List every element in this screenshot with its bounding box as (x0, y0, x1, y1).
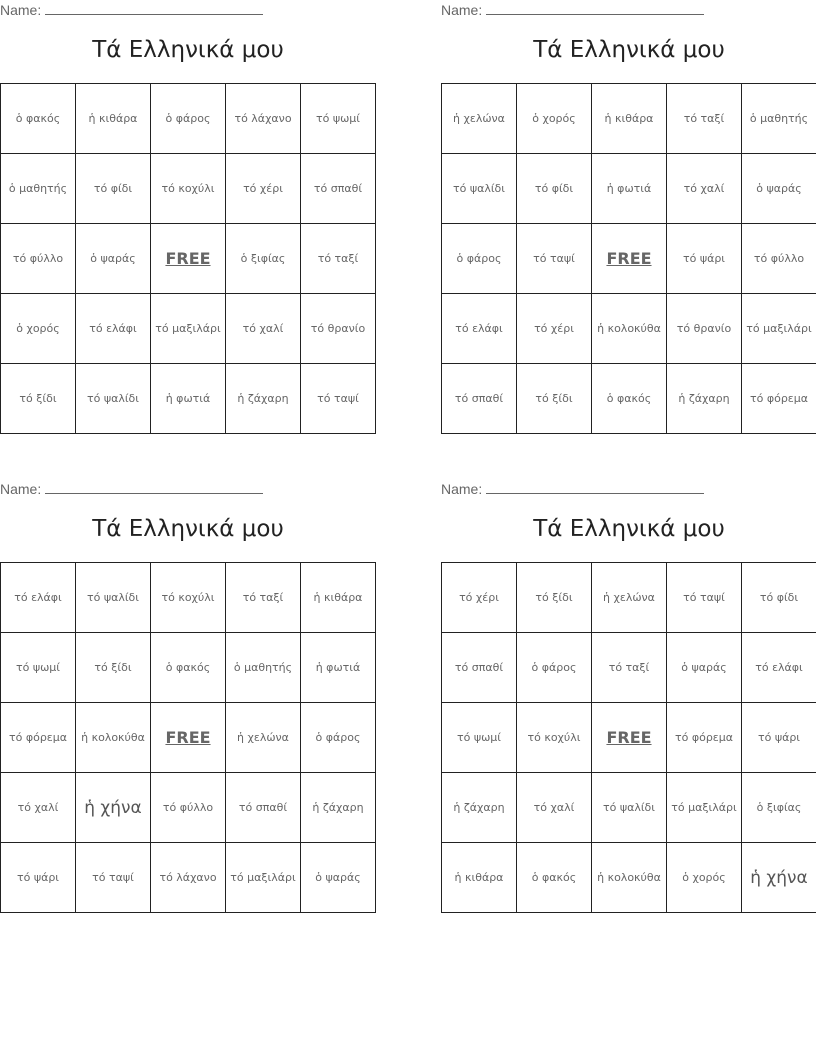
grid-cell: τό θρανίο (667, 294, 742, 364)
grid-cell: ἡ ζάχαρη (301, 773, 376, 843)
grid-cell: τό ταξί (301, 224, 376, 294)
grid-cell: τό ψάρι (742, 703, 816, 773)
bingo-card (441, 0, 816, 440)
grid-cell: τό χαλί (517, 773, 592, 843)
bingo-card (0, 0, 376, 440)
grid-cell: ἡ κολοκύθα (76, 703, 151, 773)
grid-cell: τό ψάρι (667, 224, 742, 294)
grid-cell: τό ταξί (667, 84, 742, 154)
grid-cell: τό ελάφι (76, 294, 151, 364)
grid-cell: τό φίδι (517, 154, 592, 224)
grid-cell: ὁ ψαράς (76, 224, 151, 294)
grid-cell: τό ταψί (517, 224, 592, 294)
grid-cell: ἡ κολοκύθα (592, 294, 667, 364)
grid-row (1, 154, 376, 224)
grid-cell: τό ψωμί (1, 633, 76, 703)
grid-row (442, 633, 816, 703)
grid-cell: τό ελάφι (742, 633, 816, 703)
name-label: Name: (0, 481, 42, 497)
grid-cell: τό μαξιλάρι (226, 843, 301, 913)
grid-cell: ὁ φάρος (301, 703, 376, 773)
grid-row (442, 773, 816, 843)
free-space-cell: FREE (151, 703, 226, 773)
grid-cell: τό κοχύλι (517, 703, 592, 773)
free-space-cell: FREE (592, 224, 667, 294)
grid-cell: ὁ φακός (592, 364, 667, 434)
grid-cell: ὁ ξιφίας (742, 773, 816, 843)
grid-cell: τό ταξί (592, 633, 667, 703)
grid-cell: τό φόρεμα (1, 703, 76, 773)
grid-cell: ὁ φακός (517, 843, 592, 913)
grid-cell: ἡ χελώνα (226, 703, 301, 773)
name-label: Name: (441, 481, 483, 497)
grid-cell: τό ταψί (76, 843, 151, 913)
grid-cell: τό ταψί (667, 563, 742, 633)
grid-cell: ὁ φακός (1, 84, 76, 154)
grid-cell: ἡ κιθάρα (76, 84, 151, 154)
card-title: Τά Ελληνικά μου (533, 37, 725, 63)
grid-cell: ἡ κιθάρα (301, 563, 376, 633)
grid-cell: τό ψαλίδι (76, 563, 151, 633)
bingo-grid (441, 562, 816, 913)
grid-cell: ἡ χελώνα (442, 84, 517, 154)
grid-cell: ὁ φακός (151, 633, 226, 703)
grid-cell: τό ξίδι (1, 364, 76, 434)
grid-row (1, 364, 376, 434)
grid-row (442, 294, 816, 364)
grid-cell: τό μαξιλάρι (667, 773, 742, 843)
grid-row (1, 843, 376, 913)
grid-cell: ὁ φάρος (442, 224, 517, 294)
grid-cell: τό ξίδι (76, 633, 151, 703)
grid-cell: ὁ ψαράς (742, 154, 816, 224)
grid-cell: τό κοχύλι (151, 563, 226, 633)
bingo-grid (0, 83, 376, 434)
name-blank[interactable] (45, 481, 263, 494)
grid-cell: τό μαξιλάρι (151, 294, 226, 364)
grid-cell: τό φίδι (76, 154, 151, 224)
grid-cell: τό λάχανο (151, 843, 226, 913)
card-title: Τά Ελληνικά μου (533, 516, 725, 542)
grid-cell: τό θρανίο (301, 294, 376, 364)
grid-cell: τό σπαθί (301, 154, 376, 224)
grid-cell: τό ελάφι (1, 563, 76, 633)
grid-cell: ἡ χήνα (76, 773, 151, 843)
grid-cell: τό κοχύλι (151, 154, 226, 224)
grid-cell: ἡ ζάχαρη (226, 364, 301, 434)
grid-cell: ὁ μαθητής (1, 154, 76, 224)
free-space-cell: FREE (592, 703, 667, 773)
grid-row (442, 563, 816, 633)
grid-cell: ἡ φωτιά (151, 364, 226, 434)
grid-cell: ἡ ζάχαρη (442, 773, 517, 843)
grid-row (1, 84, 376, 154)
grid-row (442, 843, 816, 913)
grid-cell: ὁ μαθητής (226, 633, 301, 703)
grid-cell: ὁ χορός (667, 843, 742, 913)
grid-cell: ὁ χορός (517, 84, 592, 154)
grid-cell: ὁ φάρος (151, 84, 226, 154)
grid-cell: τό φύλλο (742, 224, 816, 294)
grid-row (1, 633, 376, 703)
grid-row (1, 703, 376, 773)
grid-cell: ὁ χορός (1, 294, 76, 364)
grid-cell: ἡ φωτιά (592, 154, 667, 224)
name-blank[interactable] (45, 2, 263, 15)
grid-cell: ὁ ξιφίας (226, 224, 301, 294)
grid-cell: τό φύλλο (151, 773, 226, 843)
name-label: Name: (441, 2, 483, 18)
grid-cell: τό χέρι (442, 563, 517, 633)
grid-cell: τό λάχανο (226, 84, 301, 154)
grid-cell: τό χαλί (667, 154, 742, 224)
grid-cell: τό χέρι (226, 154, 301, 224)
name-blank[interactable] (486, 2, 704, 15)
grid-cell: ὁ μαθητής (742, 84, 816, 154)
grid-cell: τό ψάρι (1, 843, 76, 913)
grid-cell: ἡ ζάχαρη (667, 364, 742, 434)
grid-row (1, 773, 376, 843)
grid-cell: τό ψαλίδι (76, 364, 151, 434)
grid-cell: τό ξίδι (517, 364, 592, 434)
grid-cell: ἡ χελώνα (592, 563, 667, 633)
grid-cell: τό σπαθί (226, 773, 301, 843)
grid-cell: τό ψωμί (301, 84, 376, 154)
grid-cell: τό χέρι (517, 294, 592, 364)
grid-cell: τό ταξί (226, 563, 301, 633)
grid-cell: ἡ χήνα (742, 843, 816, 913)
grid-cell: τό χαλί (1, 773, 76, 843)
grid-cell: τό ψαλίδι (442, 154, 517, 224)
grid-cell: τό φίδι (742, 563, 816, 633)
grid-cell: ὁ ψαράς (667, 633, 742, 703)
bingo-card (0, 479, 376, 919)
grid-cell: τό ψωμί (442, 703, 517, 773)
grid-cell: τό ξίδι (517, 563, 592, 633)
name-field-line (0, 481, 263, 497)
grid-cell: τό σπαθί (442, 364, 517, 434)
grid-row (1, 224, 376, 294)
grid-cell: ὁ ψαράς (301, 843, 376, 913)
name-field-line (441, 2, 704, 18)
grid-cell: τό σπαθί (442, 633, 517, 703)
grid-row (442, 703, 816, 773)
name-field-line (441, 481, 704, 497)
grid-row (442, 154, 816, 224)
card-title: Τά Ελληνικά μου (92, 37, 284, 63)
grid-cell: τό ταψί (301, 364, 376, 434)
name-label: Name: (0, 2, 42, 18)
grid-cell: τό ελάφι (442, 294, 517, 364)
grid-cell: ὁ φάρος (517, 633, 592, 703)
grid-row (442, 224, 816, 294)
grid-row (1, 563, 376, 633)
bingo-card (441, 479, 816, 919)
grid-cell: τό ψαλίδι (592, 773, 667, 843)
grid-cell: τό μαξιλάρι (742, 294, 816, 364)
grid-cell: ἡ κολοκύθα (592, 843, 667, 913)
grid-row (442, 84, 816, 154)
name-blank[interactable] (486, 481, 704, 494)
grid-cell: ἡ κιθάρα (592, 84, 667, 154)
bingo-grid (0, 562, 376, 913)
grid-row (1, 294, 376, 364)
free-space-cell: FREE (151, 224, 226, 294)
grid-cell: τό φόρεμα (667, 703, 742, 773)
bingo-grid (441, 83, 816, 434)
grid-cell: τό χαλί (226, 294, 301, 364)
grid-row (442, 364, 816, 434)
name-field-line (0, 2, 263, 18)
grid-cell: τό φόρεμα (742, 364, 816, 434)
card-title: Τά Ελληνικά μου (92, 516, 284, 542)
grid-cell: ἡ κιθάρα (442, 843, 517, 913)
grid-cell: ἡ φωτιά (301, 633, 376, 703)
grid-cell: τό φύλλο (1, 224, 76, 294)
